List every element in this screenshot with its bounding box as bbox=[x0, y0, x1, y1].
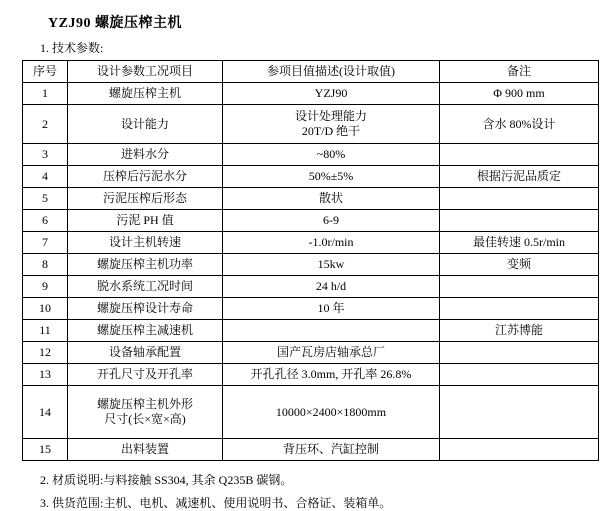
column-header-desc: 参项目值描述(设计取值) bbox=[223, 61, 440, 83]
cell-no: 8 bbox=[23, 254, 68, 276]
table-row bbox=[23, 144, 599, 166]
cell-note: 最佳转速 0.5r/min bbox=[440, 232, 599, 254]
cell-item: 脱水系统工况时间 bbox=[68, 276, 223, 298]
table-row bbox=[23, 105, 599, 144]
table-row bbox=[23, 320, 599, 342]
cell-desc: -1.0r/min bbox=[223, 232, 440, 254]
cell-no: 3 bbox=[23, 144, 68, 166]
cell-note bbox=[440, 188, 599, 210]
cell-desc bbox=[223, 105, 440, 144]
cell-desc: 开孔孔径 3.0mm, 开孔率 26.8% bbox=[223, 364, 440, 386]
table-row bbox=[23, 276, 599, 298]
table-row bbox=[23, 210, 599, 232]
cell-note: 含水 80%设计 bbox=[440, 105, 599, 144]
cell-no: 14 bbox=[23, 386, 68, 439]
cell-desc: 24 h/d bbox=[223, 276, 440, 298]
cell-desc: 10000×2400×1800mm bbox=[223, 386, 440, 439]
cell-note: 变频 bbox=[440, 254, 599, 276]
cell-note bbox=[440, 210, 599, 232]
cell-no: 1 bbox=[23, 83, 68, 105]
cell-note bbox=[440, 276, 599, 298]
cell-note bbox=[440, 144, 599, 166]
page-title: YZJ90 螺旋压榨主机 bbox=[48, 16, 182, 31]
technical-parameters-table bbox=[22, 60, 599, 461]
cell-no: 15 bbox=[23, 439, 68, 461]
cell-desc: 15kw bbox=[223, 254, 440, 276]
table-header-row bbox=[23, 61, 599, 83]
cell-desc: 6-9 bbox=[223, 210, 440, 232]
cell-item: 螺旋压榨主机 bbox=[68, 83, 223, 105]
cell-desc-line-2: 20T/D 绝干 bbox=[301, 124, 361, 138]
cell-note bbox=[440, 298, 599, 320]
cell-desc: 50%±5% bbox=[223, 166, 440, 188]
table-row bbox=[23, 342, 599, 364]
cell-item: 螺旋压榨设计寿命 bbox=[68, 298, 223, 320]
cell-item: 压榨后污泥水分 bbox=[68, 166, 223, 188]
cell-desc: 国产瓦房店轴承总厂 bbox=[223, 342, 440, 364]
cell-item: 螺旋压榨主机功率 bbox=[68, 254, 223, 276]
cell-item: 污泥 PH 值 bbox=[68, 210, 223, 232]
column-header-note: 备注 bbox=[440, 61, 599, 83]
cell-no: 13 bbox=[23, 364, 68, 386]
note-supply-scope: 3. 供货范围:主机、电机、减速机、使用说明书、合格证、装箱单。 bbox=[40, 496, 392, 510]
cell-no: 4 bbox=[23, 166, 68, 188]
cell-no: 6 bbox=[23, 210, 68, 232]
table-row bbox=[23, 364, 599, 386]
cell-desc: 散状 bbox=[223, 188, 440, 210]
cell-item: 进料水分 bbox=[68, 144, 223, 166]
cell-note bbox=[440, 364, 599, 386]
section-label: 1. 技术参数: bbox=[40, 41, 104, 55]
column-header-no: 序号 bbox=[23, 61, 68, 83]
table-row bbox=[23, 83, 599, 105]
cell-note bbox=[440, 386, 599, 439]
cell-item-line-1: 螺旋压榨主机外形 bbox=[96, 397, 193, 411]
table-row bbox=[23, 166, 599, 188]
cell-no: 12 bbox=[23, 342, 68, 364]
cell-desc: ~80% bbox=[223, 144, 440, 166]
cell-note: Φ 900 mm bbox=[440, 83, 599, 105]
table-row bbox=[23, 232, 599, 254]
cell-note bbox=[440, 342, 599, 364]
cell-item: 出料装置 bbox=[68, 439, 223, 461]
note-material: 2. 材质说明:与料接触 SS304, 其余 Q235B 碳钢。 bbox=[40, 473, 293, 487]
cell-no: 5 bbox=[23, 188, 68, 210]
table-row bbox=[23, 298, 599, 320]
cell-note: 江苏博能 bbox=[440, 320, 599, 342]
cell-no: 10 bbox=[23, 298, 68, 320]
cell-desc: 10 年 bbox=[223, 298, 440, 320]
cell-no: 7 bbox=[23, 232, 68, 254]
cell-note: 根据污泥品质定 bbox=[440, 166, 599, 188]
column-header-item: 设计参数工况项目 bbox=[68, 61, 223, 83]
cell-item: 设备轴承配置 bbox=[68, 342, 223, 364]
cell-desc: YZJ90 bbox=[223, 83, 440, 105]
cell-item-line-2: 尺寸(长×宽×高) bbox=[104, 412, 186, 426]
cell-no: 2 bbox=[23, 105, 68, 144]
cell-item: 设计能力 bbox=[68, 105, 223, 144]
cell-no: 11 bbox=[23, 320, 68, 342]
cell-item: 设计主机转速 bbox=[68, 232, 223, 254]
cell-no: 9 bbox=[23, 276, 68, 298]
cell-desc-line-1: 设计处理能力 bbox=[294, 109, 367, 123]
table-row bbox=[23, 188, 599, 210]
cell-desc bbox=[223, 320, 440, 342]
cell-item: 螺旋压榨主减速机 bbox=[68, 320, 223, 342]
cell-item: 污泥压榨后形态 bbox=[68, 188, 223, 210]
cell-item: 开孔尺寸及开孔率 bbox=[68, 364, 223, 386]
cell-desc: 背压环、汽缸控制 bbox=[223, 439, 440, 461]
footer-notes bbox=[22, 471, 578, 511]
table-row bbox=[23, 386, 599, 439]
cell-item bbox=[68, 386, 223, 439]
table-row bbox=[23, 254, 599, 276]
